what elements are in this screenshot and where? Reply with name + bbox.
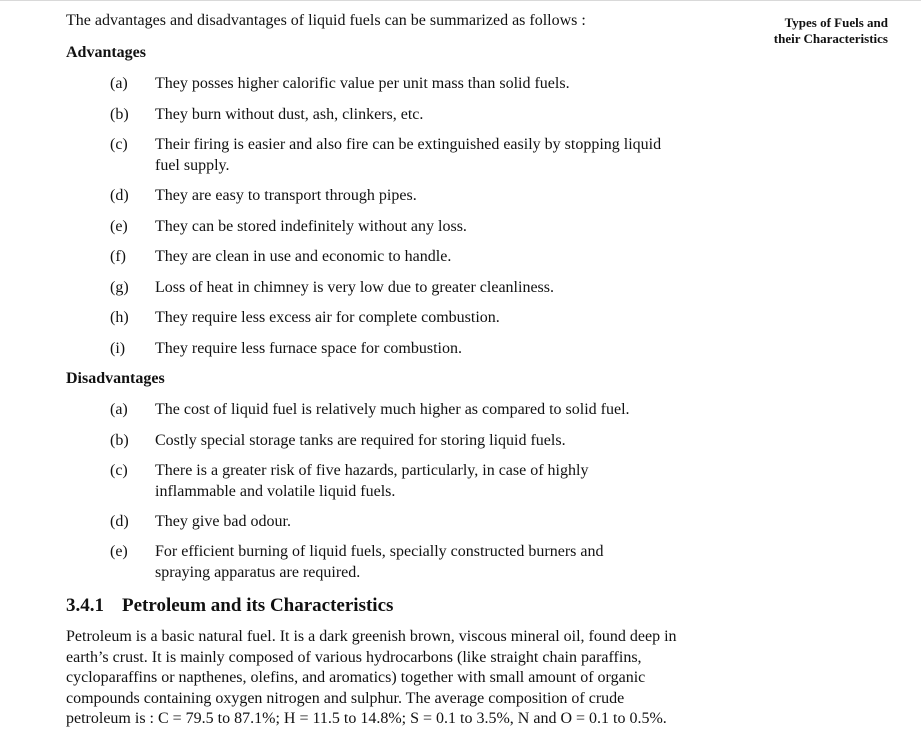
list-item-text: They require less excess air for complete combustion.	[155, 309, 500, 326]
running-header	[742, 15, 888, 47]
section-paragraph: Petroleum is a basic natural fuel. It is a dark greenish brown, viscous mineral oil, found deep in earth’s crust. It is mainly composed of various hydrocarbons (like straight chain paraffins, cycloparaffins or napthenes, olefins, and aromatics) together with small amount of organic compounds containing oxygen nitrogen and sulphur. The average composition of crude petroleum is : C = 79.5 to 87.1%; H = 11.5 to 14.8%; S = 0.1 to 3.5%, N and O = 0.1 to 0.5%.	[66, 628, 677, 727]
list-item-label: (b)	[110, 106, 129, 123]
section-number: 3.4.1	[66, 595, 104, 616]
list-item-label: (f)	[110, 248, 126, 265]
list-item-label: (d)	[110, 513, 129, 530]
list-item-label: (h)	[110, 309, 129, 326]
list-item-text: They are easy to transport through pipes.	[155, 187, 417, 204]
list-item-label: (a)	[110, 75, 128, 92]
list-item-label: (e)	[110, 543, 128, 560]
list-item-text: They burn without dust, ash, clinkers, etc.	[155, 106, 424, 123]
list-item-text: Their firing is easier and also fire can be extinguished easily by stopping liquid fuel supply.	[155, 136, 662, 174]
section-title: Petroleum and its Characteristics	[122, 595, 394, 616]
list-item-text: Costly special storage tanks are required for storing liquid fuels.	[155, 432, 566, 449]
list-item-text: There is a greater risk of five hazards, particularly, in case of highly inflammable and volatile liquid fuels.	[155, 462, 589, 500]
list-item-text: The cost of liquid fuel is relatively much higher as compared to solid fuel.	[155, 401, 630, 418]
list-item-text: They require less furnace space for combustion.	[155, 340, 462, 357]
list-item-text: Loss of heat in chimney is very low due to greater cleanliness.	[155, 279, 554, 296]
list-item-text: They give bad odour.	[155, 513, 291, 530]
list-item-label: (g)	[110, 279, 129, 296]
list-item-label: (d)	[110, 187, 129, 204]
running-header-line-2: their Characteristics	[773, 31, 888, 46]
list-item-label: (c)	[110, 136, 128, 153]
list-item-text: They are clean in use and economic to handle.	[155, 248, 452, 265]
page-top-rule	[0, 0, 921, 1]
list-item-text: They can be stored indefinitely without any loss.	[155, 218, 467, 235]
section-heading	[66, 594, 393, 618]
list-item-label: (i)	[110, 340, 126, 357]
disadvantages-heading: Disadvantages	[66, 370, 165, 387]
advantages-heading: Advantages	[66, 44, 147, 61]
list-item-label: (e)	[110, 218, 128, 235]
list-item-label: (a)	[110, 401, 128, 418]
intro-sentence: The advantages and disadvantages of liquid fuels can be summarized as follows :	[66, 12, 586, 29]
list-item-text: They posses higher calorific value per unit mass than solid fuels.	[155, 75, 570, 92]
list-item-text: For efficient burning of liquid fuels, specially constructed burners and spraying apparatus are required.	[155, 543, 604, 581]
list-item-label: (c)	[110, 462, 128, 479]
running-header-line-1: Types of Fuels and	[784, 15, 888, 30]
list-item-label: (b)	[110, 432, 129, 449]
